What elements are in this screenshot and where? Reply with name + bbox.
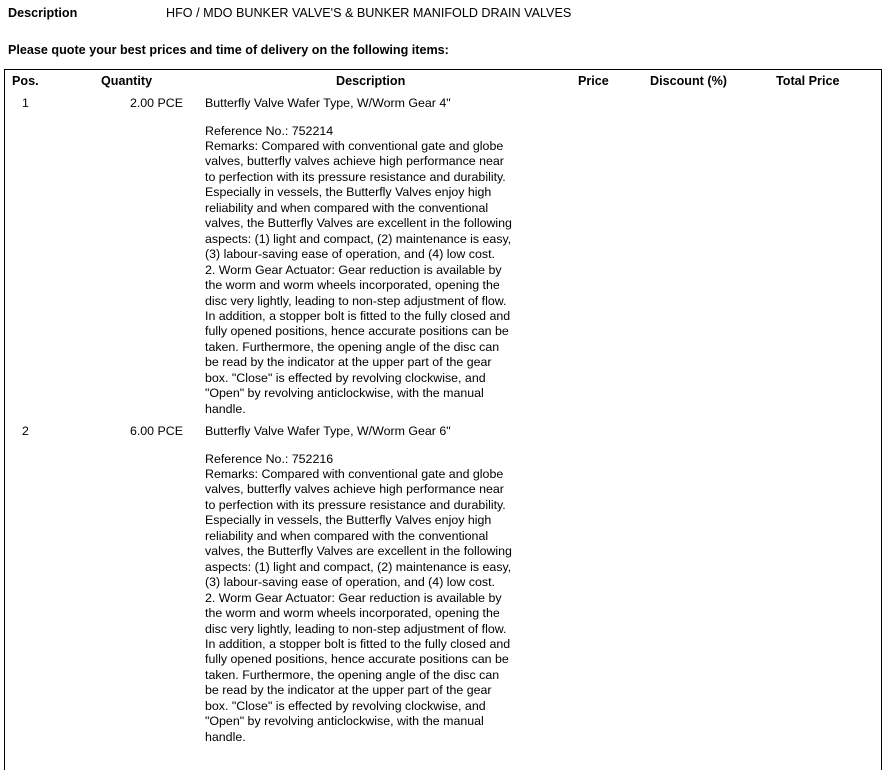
row-remarks: Remarks: Compared with conventional gate and globe valves, butterfly valves achieve high performance near to perfection with its pressure resistance and durability. Especially in vessels, the Butterfly Valves enjoy high reliability and when compared with the conventional valves, the Butterfly Valves are excellent in the following aspects: (1) light and compact, (2) maintenance is easy, (3) labour-saving ease of operation, and (4) low cost. 2. Worm Gear Actuator: Gear reduction is available by the worm and worm wheels incorporated, opening the disc very lightly, leading to non-step adjustment of flow. In addition, a stopper bolt is fitted to the fully closed and fully opened positions, hence accurate positions can be taken. Furthermore, the opening angle of the disc can be read by the indicator at the upper part of the gear box. "Close" is effected by revolving clockwise, and "Open" by revolving anticlockwise, with the manual handle. xyxy=(205,467,512,744)
row-position: 1 xyxy=(22,96,29,110)
column-header-pos: Pos. xyxy=(12,74,39,88)
column-header-discount: Discount (%) xyxy=(650,74,727,88)
column-header-quantity: Quantity xyxy=(101,74,153,88)
row-position: 2 xyxy=(22,424,29,438)
column-header-total-price: Total Price xyxy=(776,74,840,88)
row-reference: Reference No.: 752216 xyxy=(205,452,334,466)
column-header-price: Price xyxy=(578,74,609,88)
row-reference: Reference No.: 752214 xyxy=(205,124,334,138)
row-description: Butterfly Valve Wafer Type, W/Worm Gear 6" xyxy=(205,424,451,438)
row-quantity: 2.00 PCE xyxy=(129,96,183,110)
row-description: Butterfly Valve Wafer Type, W/Worm Gear 4" xyxy=(205,96,451,110)
description-label: Description xyxy=(8,6,78,20)
row-quantity: 6.00 PCE xyxy=(129,424,183,438)
row-remarks: Remarks: Compared with conventional gate and globe valves, butterfly valves achieve high performance near to perfection with its pressure resistance and durability. Especially in vessels, the Butterfly Valves enjoy high reliability and when compared with the conventional valves, the Butterfly Valves are excellent in the following aspects: (1) light and compact, (2) maintenance is easy, (3) labour-saving ease of operation, and (4) low cost. 2. Worm Gear Actuator: Gear reduction is available by the worm and worm wheels incorporated, opening the disc very lightly, leading to non-step adjustment of flow. In addition, a stopper bolt is fitted to the fully closed and fully opened positions, hence accurate positions can be taken. Furthermore, the opening angle of the disc can be read by the indicator at the upper part of the gear box. "Close" is effected by revolving clockwise, and "Open" by revolving anticlockwise, with the manual handle. xyxy=(205,139,512,416)
description-value: HFO / MDO BUNKER VALVE'S & BUNKER MANIFOLD DRAIN VALVES xyxy=(166,6,572,20)
column-header-description: Description xyxy=(336,74,406,88)
quote-instruction: Please quote your best prices and time of delivery on the following items: xyxy=(8,43,449,57)
